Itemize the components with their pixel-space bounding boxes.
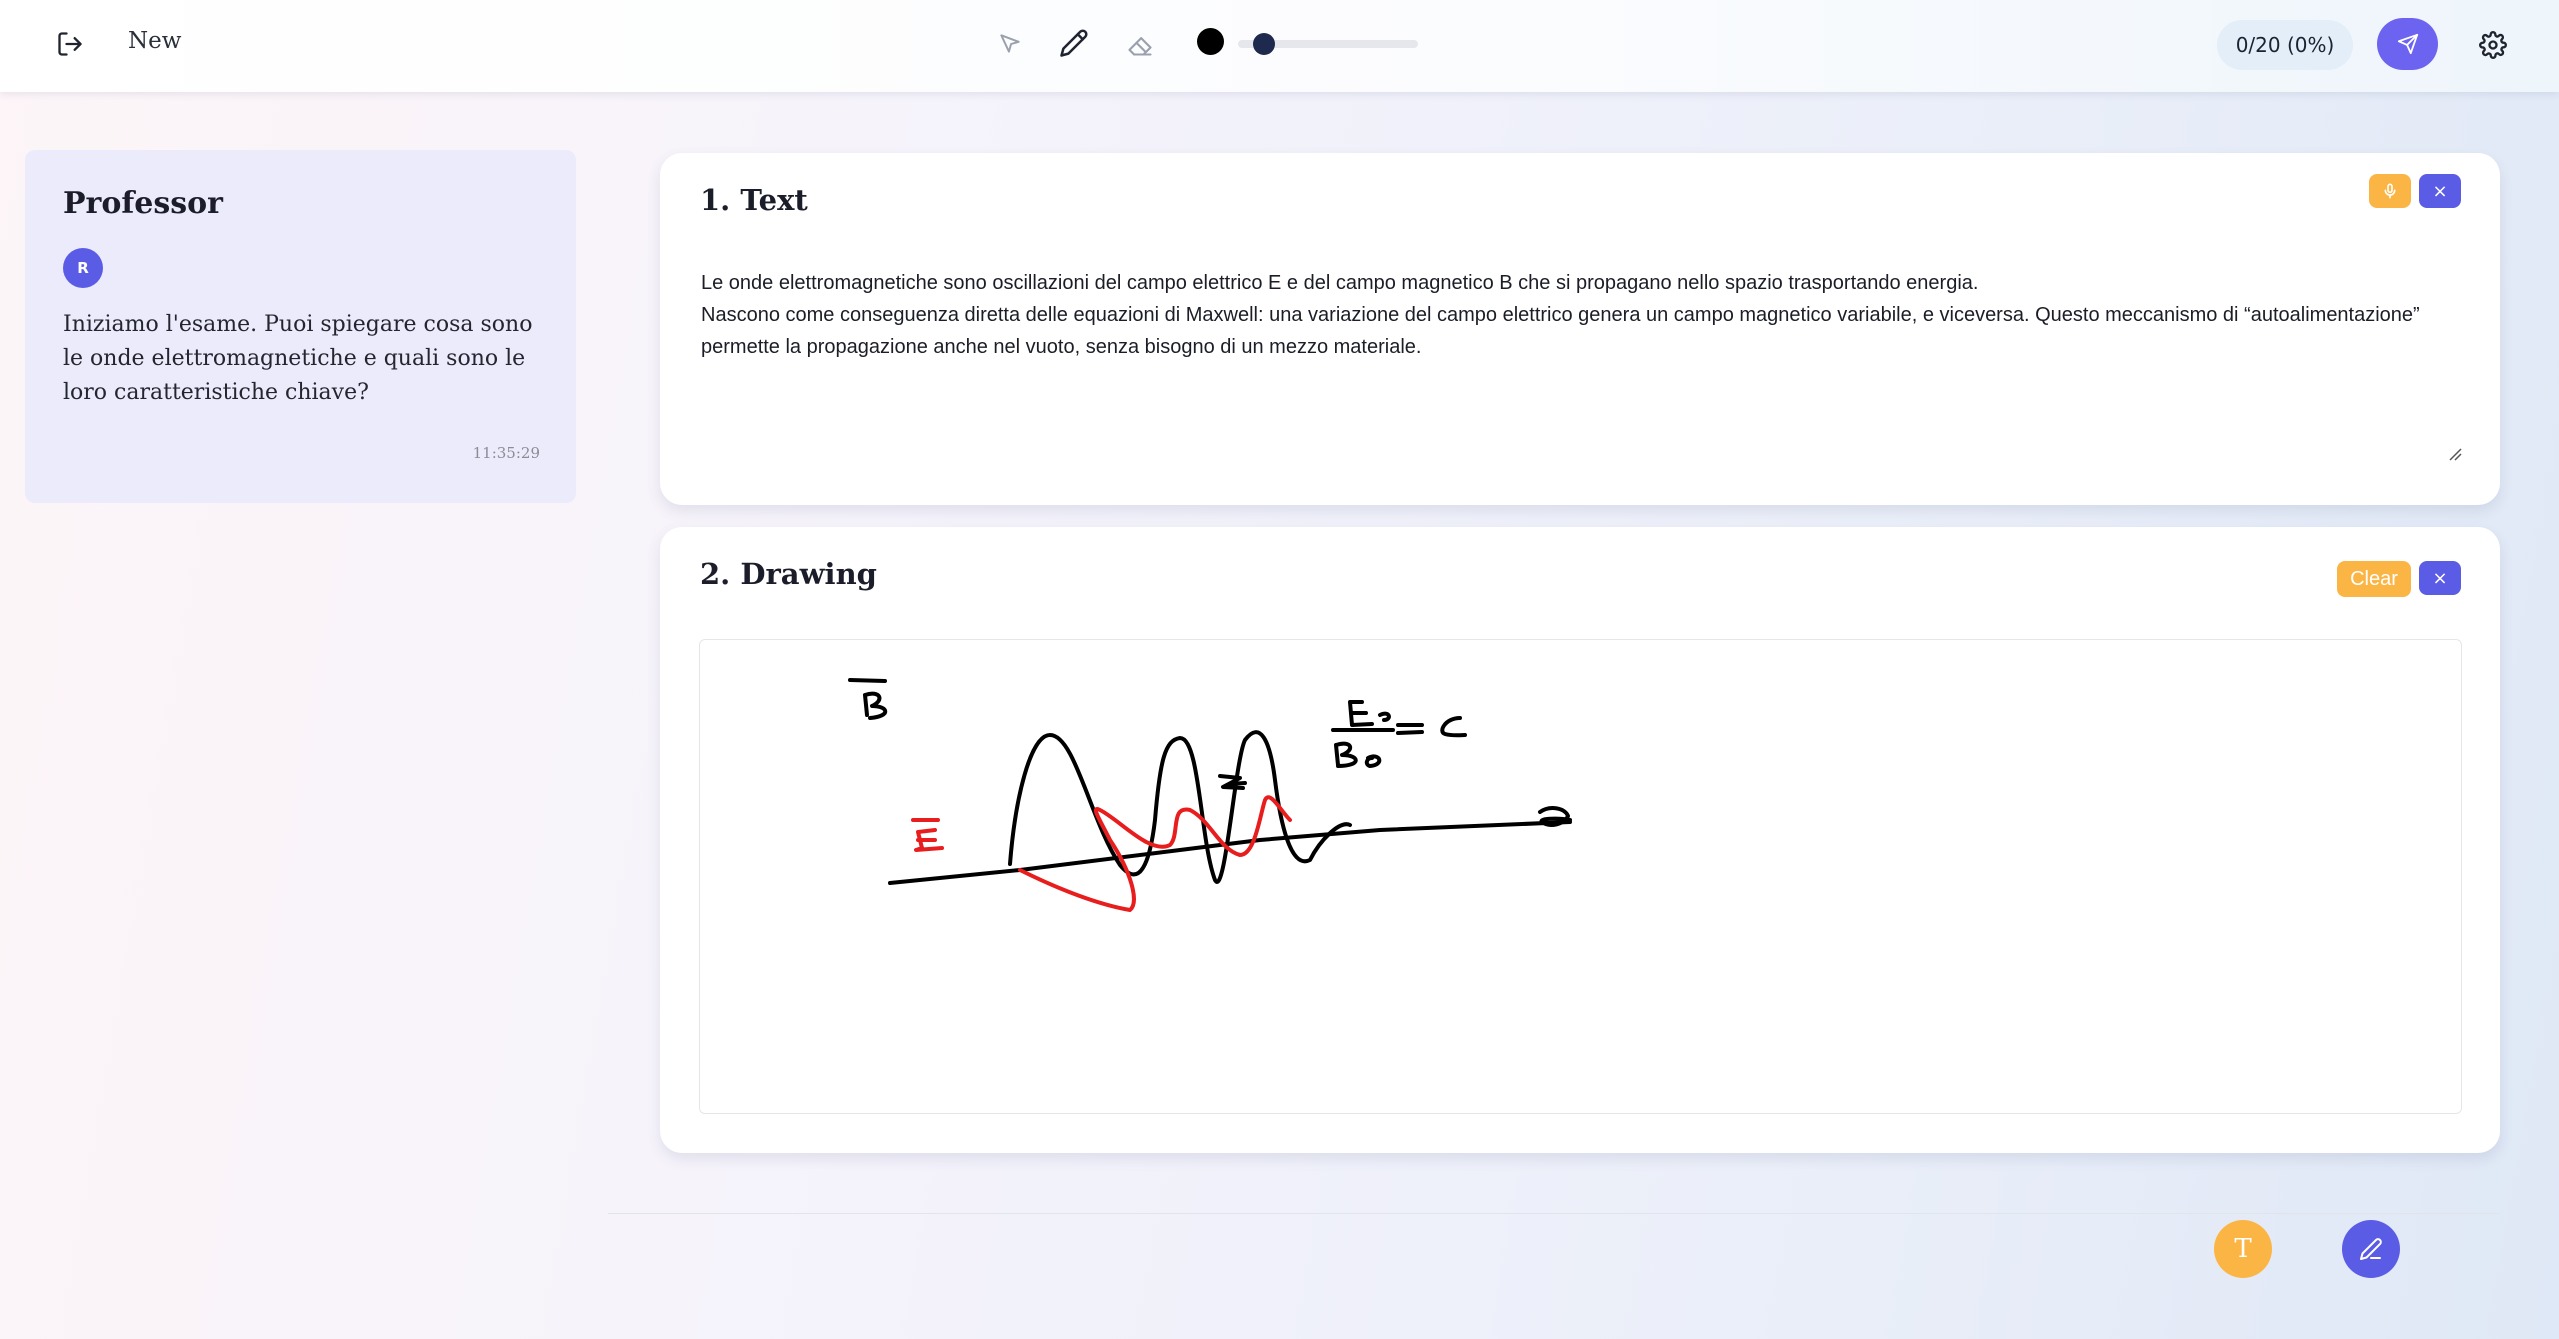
pencil-icon	[2359, 1237, 2383, 1261]
z-label-stroke	[1220, 776, 1245, 788]
formula-e0-stroke	[1350, 702, 1389, 725]
send-button[interactable]	[2377, 18, 2438, 70]
drawing-card-title: 2. Drawing	[700, 557, 877, 591]
new-session-label[interactable]: New	[128, 28, 182, 54]
stroke-width-slider-thumb[interactable]	[1253, 33, 1275, 55]
avatar: R	[63, 248, 103, 288]
answer-textarea[interactable]	[701, 267, 2461, 363]
answer-paragraph: Le onde elettromagnetiche sono oscillazioni del campo elettrico E e del campo magnetico B che si propagano nello spazio trasportando energia.	[701, 272, 1979, 294]
microphone-icon	[2382, 183, 2398, 199]
send-icon	[2397, 33, 2419, 55]
pencil-icon[interactable]	[1056, 25, 1092, 61]
text-card-title: 1. Text	[700, 183, 808, 217]
b-wave-stroke	[1010, 732, 1350, 882]
professor-message-card	[25, 150, 576, 503]
text-answer-card	[660, 153, 2500, 505]
pointer-icon[interactable]	[992, 26, 1028, 62]
microphone-button[interactable]	[2369, 174, 2411, 208]
drawing-answer-card	[660, 527, 2500, 1153]
formula-equals-stroke	[1398, 725, 1422, 733]
e-label-stroke	[916, 830, 942, 850]
clear-drawing-button[interactable]: Clear	[2337, 561, 2411, 597]
exit-icon[interactable]	[52, 26, 88, 62]
b-label-bar	[850, 680, 885, 681]
resize-handle-icon[interactable]	[2448, 447, 2462, 461]
formula-b0-stroke	[1336, 744, 1379, 766]
eraser-icon[interactable]	[1122, 26, 1158, 62]
chat-message-text: Iniziamo l'esame. Puoi spiegare cosa sono le onde elettromagnetiche e quali sono le loro caratteristiche chiave?	[63, 312, 533, 405]
close-drawing-card-button[interactable]: ×	[2419, 561, 2461, 595]
add-text-block-button[interactable]: T	[2214, 1220, 2272, 1278]
close-text-card-button[interactable]: ×	[2419, 174, 2461, 208]
progress-counter: 0/20 (0%)	[2217, 20, 2353, 70]
chat-timestamp: 11:35:29	[472, 444, 540, 462]
add-drawing-block-button[interactable]	[2342, 1220, 2400, 1278]
drawing-strokes	[700, 640, 2462, 1114]
pen-color-swatch[interactable]	[1197, 28, 1224, 55]
gear-icon[interactable]	[2473, 25, 2513, 65]
formula-c-stroke	[1442, 718, 1465, 735]
b-label-stroke	[865, 694, 885, 718]
top-toolbar	[0, 0, 2559, 92]
divider	[608, 1213, 2500, 1214]
drawing-canvas[interactable]	[699, 639, 2462, 1114]
chat-title: Professor	[63, 186, 223, 221]
answer-paragraph: Nascono come conseguenza diretta delle equazioni di Maxwell: una variazione del campo elettrico genera un campo magnetico variabile, e viceversa. Questo meccanismo di “autoalimentazione” permette la propagazione anche nel vuoto, senza bisogno di un mezzo materiale.	[701, 304, 2420, 358]
